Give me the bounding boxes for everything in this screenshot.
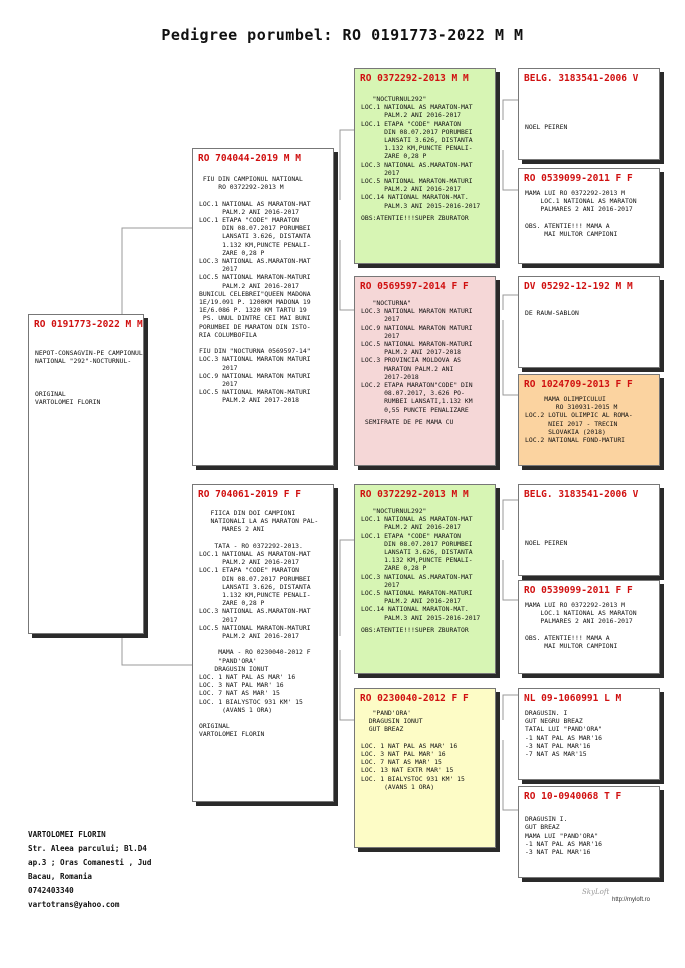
sd-dam-notes: MAMA OLIMPICULUI RO 310931-2015 M LOC.2 LOTUL OLIMPIC AL ROMA- NIEI 2017 - TRECIN SLOVAKIA (2018) LOC.2 NATIONAL FOND-MATURI bbox=[525, 395, 633, 445]
sd-sire-notes: DE RAUW-SABLON bbox=[525, 309, 579, 318]
dam-sire-card bbox=[354, 484, 496, 674]
sd-sire-card bbox=[518, 276, 660, 368]
dam-card bbox=[192, 484, 334, 802]
dam-notes: FIICA DIN DOI CAMPIONI NATIONALI LA AS MARATON PAL- MARES 2 ANI TATA - RO 0372292-2013. LOC.1 NATIONAL AS MARATON-MAT PALM.2 ANI 2016-2017 LOC.1 ETAPA "CODE" MARATON DIN 08.07.2017 PORUMBEI LANSATI 3.626, DISTANTA 1.132 KM,PUNCTE PENALI- ZARE 0,28 P LOC.3 NATIONAL AS.MARATON-MAT 2017 LOC.5 NATIONAL MARATON-MATURI PALM.2 ANI 2016-2017 MAMA - RO 0230040-2012 F "PAND'ORA' DRAGUSIN IONUT LOC. 1 NAT PAL AS MAR' 16 LOC. 3 NAT PAL MAR' 16 LOC. 7 NAT AS MAR' 15 LOC. 1 BIALYSTOC 931 KM' 15 (AVANS 1 ORA) ORIGINAL VARTOLOMEI FLORIN bbox=[199, 509, 319, 739]
sire-dam-notes: "NOCTURNA" LOC.3 NATIONAL MARATON MATURI 2017 LOC.9 NATIONAL MARATON MATURI 2017 LOC.5 NATIONAL MARATON-MATURI PALM.2 ANI 2017-2018 LOC.3 PROVINCIA MOLDOVA AS MARATON PALM.2 ANI 2017-2018 LOC.2 ETAPA MARATON"CODE" DIN 08.07.2017, 3.626 PO- RUMBEI LANSATI,1.132 KM 0,55 PUNCTE PENALIZARE bbox=[361, 299, 473, 414]
subject-pigeon-card bbox=[28, 314, 144, 634]
dam-dam-notes: "PAND'ORA' DRAGUSIN IONUT GUT BREAZ LOC. 1 NAT PAL AS MAR' 16 LOC. 3 NAT PAL MAR' 16 LOC. 7 NAT AS MAR' 15 LOC. 13 NAT EXTR MAR' 15 LOC. 1 BIALYSTOC 931 KM' 15 (AVANS 1 ORA) bbox=[361, 709, 465, 791]
ss-dam-notes: MAMA LUI RO 0372292-2013 M LOC.1 NATIONAL AS MARATON PALMARES 2 ANI 2016-2017 OBS. ATENTIE!!! MAMA A MAI MULTOR CAMPIONI bbox=[525, 189, 637, 239]
dam-sire-remark: OBS:ATENTIE!!!SUPER ZBURATOR bbox=[361, 625, 469, 634]
dam-dam-card bbox=[354, 688, 496, 848]
sire-sire-ring-number: RO 0372292-2013 M M bbox=[360, 73, 469, 84]
dd-sire-card bbox=[518, 688, 660, 780]
ds-dam-ring-number: RO 0539099-2011 F F bbox=[524, 585, 633, 596]
sire-card bbox=[192, 148, 334, 466]
sd-dam-card bbox=[518, 374, 660, 466]
breeder-contact-block: VARTOLOMEI FLORIN Str. Aleea parcului; Bl.D4 ap.3 ; Oras Comanesti , Jud Bacau, Romania 0742403340 vartotrans@yahoo.com bbox=[28, 830, 152, 909]
ds-sire-ring-number: BELG. 3183541-2006 V bbox=[524, 489, 639, 500]
ds-sire-card bbox=[518, 484, 660, 576]
sire-dam-card bbox=[354, 276, 496, 466]
sire-sire-remark: OBS:ATENTIE!!!SUPER ZBURATOR bbox=[361, 213, 469, 222]
dd-sire-notes: DRAGUSIN. I GUT NEGRU BREAZ TATAL LUI "PAND'ORA" -1 NAT PAL AS MAR'16 -3 NAT PAL MAR'16 -7 NAT AS MAR'15 bbox=[525, 709, 602, 759]
dam-sire-notes: "NOCTURNUL292" LOC.1 NATIONAL AS MARATON-MAT PALM.2 ANI 2016-2017 LOC.1 ETAPA "CODE" MARATON DIN 08.07.2017 PORUMBEI LANSATI 3.626, DISTANTA 1.132 KM,PUNCTE PENALI- ZARE 0,28 P LOC.3 NATIONAL AS.MARATON-MAT 2017 LOC.5 NATIONAL MARATON-MATURI PALM.2 ANI 2016-2017 LOC.14 NATIONAL MARATON-MAT. PALM.3 ANI 2015-2016-2017 bbox=[361, 507, 481, 622]
ds-dam-card bbox=[518, 580, 660, 674]
ss-dam-card bbox=[518, 168, 660, 264]
ss-sire-notes: NOEL PEIREN bbox=[525, 123, 568, 132]
sire-notes: FIU DIN CAMPIONUL NATIONAL RO 0372292-2013 M LOC.1 NATIONAL AS MARATON-MAT PALM.2 ANI 2016-2017 LOC.1 ETAPA "CODE" MARATON DIN 08.07.2017 PORUMBEI LANSATI 3.626, DISTANTA 1.132 KM,PUNCTE PENALI- ZARE 0,28 P LOC.3 NATIONAL AS.MARATON-MAT 2017 LOC.5 NATIONAL MARATON-MATURI PALM.2 ANI 2016-2017 BUNICUL CELEBREI"QUEEN MADONA 1E/19.091 P. 1200KM MADONA 19 1E/6.086 P. 1320 KM TARTU 19 PS. UNUL DINTRE CEI MAI BUNI PORUMBEI DE MARATON DIN ISTO- RIA COLUMBOFILA FIU DIN "NOCTURNA 0569597-14" LOC.3 NATIONAL MARATON MATURI 2017 LOC.9 NATIONAL MARATON MATURI 2017 LOC.5 NATIONAL MARATON-MATURI PALM.2 ANI 2017-2018 bbox=[199, 175, 311, 405]
ss-dam-ring-number: RO 0539099-2011 F F bbox=[524, 173, 633, 184]
page-title: Pedigree porumbel: RO 0191773-2022 M M bbox=[161, 26, 524, 44]
dd-dam-ring-number: RO 10-0940068 T F bbox=[524, 791, 622, 802]
site-logo: SkyLoft bbox=[582, 888, 610, 896]
site-url[interactable]: http://myloft.ro bbox=[612, 897, 651, 903]
ss-sire-card bbox=[518, 68, 660, 160]
sd-dam-ring-number: RO 1024709-2013 F F bbox=[524, 379, 633, 390]
sire-dam-remark: SEMIFRATE DE PE MAMA CU bbox=[361, 417, 454, 426]
ds-dam-notes: MAMA LUI RO 0372292-2013 M LOC.1 NATIONAL AS MARATON PALMARES 2 ANI 2016-2017 OBS. ATENTIE!!! MAMA A MAI MULTOR CAMPIONI bbox=[525, 601, 637, 651]
sire-sire-notes: "NOCTURNUL292" LOC.1 NATIONAL AS MARATON-MAT PALM.2 ANI 2016-2017 LOC.1 ETAPA "CODE" MARATON DIN 08.07.2017 PORUMBEI LANSATI 3.626, DISTANTA 1.132 KM,PUNCTE PENALI- ZARE 0,28 P LOC.3 NATIONAL AS.MARATON-MAT 2017 LOC.5 NATIONAL MARATON-MATURI PALM.2 ANI 2016-2017 LOC.14 NATIONAL MARATON-MAT. PALM.3 ANI 2015-2016-2017 bbox=[361, 95, 481, 210]
sire-sire-card bbox=[354, 68, 496, 264]
sd-sire-ring-number: DV 05292-12-192 M M bbox=[524, 281, 633, 292]
dam-sire-ring-number: RO 0372292-2013 M M bbox=[360, 489, 469, 500]
dam-dam-ring-number: RO 0230040-2012 F F bbox=[360, 693, 469, 704]
subject-notes: NEPOT-CONSAGVIN-PE CAMPIONUL NATIONAL "292"-NOCTURNUL- ORIGINAL VARTOLOMEI FLORIN bbox=[35, 349, 143, 407]
sire-ring-number: RO 704044-2019 M M bbox=[198, 153, 301, 164]
dd-dam-card bbox=[518, 786, 660, 878]
dam-ring-number: RO 704061-2019 F F bbox=[198, 489, 301, 500]
subject-ring-number: RO 0191773-2022 M M bbox=[34, 319, 143, 330]
dd-dam-notes: DRAGUSIN I. GUT BREAZ MAMA LUI "PAND'ORA" -1 NAT PAL AS MAR'16 -3 NAT PAL MAR'16 bbox=[525, 815, 602, 857]
dd-sire-ring-number: NL 09-1060991 L M bbox=[524, 693, 622, 704]
sire-dam-ring-number: RO 0569597-2014 F F bbox=[360, 281, 469, 292]
ds-sire-notes: NOEL PEIREN bbox=[525, 539, 568, 548]
ss-sire-ring-number: BELG. 3183541-2006 V bbox=[524, 73, 639, 84]
